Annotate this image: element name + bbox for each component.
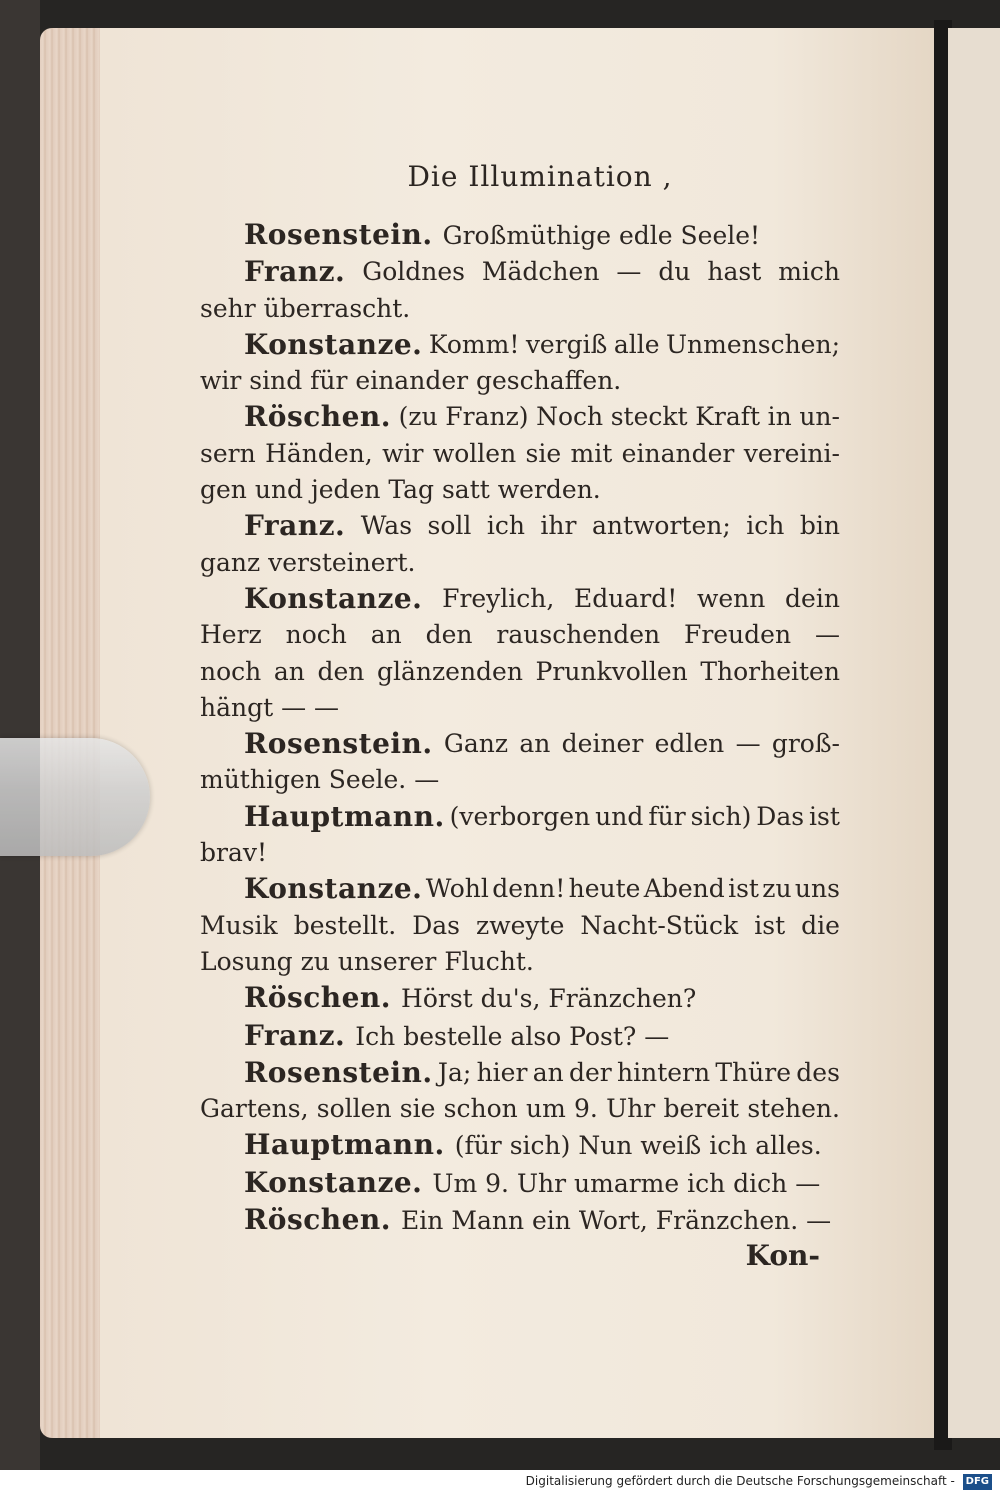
word: bestellt. (293, 910, 397, 940)
word: deiner (561, 729, 644, 759)
text-line (200, 617, 840, 653)
line-text: Losung zu unserer Flucht. (200, 946, 534, 976)
word: Prunkvollen (535, 656, 688, 686)
word: mich (778, 257, 840, 287)
word: Komm! (428, 329, 520, 359)
word: bereit (663, 1094, 740, 1124)
word: an (370, 620, 402, 650)
book-cover-edge (0, 0, 40, 1470)
word: sich) (690, 801, 752, 831)
word: in (767, 402, 792, 432)
line-text: brav! (200, 838, 268, 868)
word: ich (746, 511, 785, 541)
text-line (200, 472, 840, 508)
word: an (273, 656, 305, 686)
line-text: Großmüthige edle Seele! (442, 221, 761, 250)
word: Gartens, (200, 1094, 309, 1124)
speaker-name: Konstanze. (244, 327, 423, 361)
line-text: ganz versteinert. (200, 547, 416, 577)
word: mit (570, 438, 613, 468)
text-line (200, 726, 840, 762)
text-line (200, 799, 840, 835)
word: alle (613, 329, 660, 359)
word: stehen. (747, 1094, 840, 1124)
text-line (200, 1018, 840, 1055)
text-line (200, 327, 840, 363)
word: Franz) (445, 402, 529, 432)
speaker-name: Rosenstein. (244, 1055, 433, 1089)
word: hier (476, 1057, 528, 1087)
word: groß- (771, 729, 840, 759)
word: Noch (536, 402, 604, 432)
speaker-name: Rosenstein. (244, 218, 433, 251)
word: soll (427, 511, 472, 541)
word: Thorheiten (700, 656, 840, 686)
footer-bar (0, 1470, 1000, 1493)
speaker-name: Rosenstein. (244, 727, 433, 761)
word: Goldnes (362, 257, 465, 287)
text-line (200, 944, 840, 980)
word: Mädchen (481, 257, 600, 287)
word: sern (200, 438, 256, 468)
word: — (616, 257, 642, 287)
text-lines (200, 217, 840, 1239)
word: antworten; (591, 511, 731, 541)
word: Wohl (425, 874, 489, 904)
word: glänzenden (376, 656, 523, 686)
word: rauschenden (496, 620, 661, 650)
word: einander (621, 438, 735, 468)
word: Ganz (443, 729, 509, 759)
word: du (658, 257, 691, 287)
word: hast (707, 257, 762, 287)
speaker-name: Röschen. (244, 981, 392, 1015)
word: Händen, (265, 438, 373, 468)
speaker-name: Röschen. (244, 400, 392, 434)
line-text: wir sind für einander geschaffen. (200, 366, 622, 396)
line-text: gen und jeden Tag satt werden. (200, 475, 601, 505)
line-text: hängt — — (200, 692, 340, 722)
word: Herz (200, 620, 262, 650)
word: zu (762, 874, 792, 904)
word: vergiß (525, 329, 608, 359)
word: zweyte (476, 910, 565, 940)
word: (zu (398, 402, 438, 432)
word: uns (794, 874, 840, 904)
text-line (200, 980, 840, 1017)
word: Das (412, 910, 460, 940)
page-text (200, 160, 840, 1272)
word: (verborgen (449, 801, 591, 831)
word: Musik (200, 910, 278, 940)
line-text: Ich bestelle also Post? — (355, 1021, 670, 1051)
word: wollen (432, 438, 517, 468)
speaker-name: Hauptmann. (244, 1128, 445, 1162)
word: 9. (574, 1094, 598, 1124)
word: des (796, 1057, 840, 1087)
word: sie (399, 1094, 436, 1124)
word: den (425, 620, 473, 650)
word: dein (785, 583, 840, 613)
text-line (200, 654, 840, 690)
line-text: Ein Mann ein Wort, Fränzchen. — (401, 1206, 832, 1236)
line-text: (für sich) Nun weiß ich alles. (454, 1131, 822, 1161)
word: ist (728, 874, 759, 904)
word: Nacht-Stück (580, 910, 739, 940)
word: für (648, 801, 686, 831)
word: Ja; (437, 1057, 472, 1087)
word: Freylich, (442, 583, 555, 613)
line-text: Hörst du's, Fränzchen? (401, 984, 697, 1014)
word: die (801, 910, 840, 940)
word: heute (568, 874, 641, 904)
running-header: Die Illumination , (407, 160, 673, 193)
text-line (200, 762, 840, 798)
funding-credit: Digitalisierung gefördert durch die Deutsche Forschungsgemeinschaft - (525, 1474, 955, 1488)
word: Thüre (715, 1057, 792, 1087)
word: denn! (492, 874, 566, 904)
text-line (200, 399, 840, 435)
word: wir (382, 438, 424, 468)
word: schon (443, 1094, 518, 1124)
speaker-name: Konstanze. (244, 581, 423, 615)
word: Kraft (695, 402, 761, 432)
dfg-logo: DFG (963, 1474, 992, 1490)
text-line (200, 908, 840, 944)
line-text: Um 9. Uhr umarme ich dich — (432, 1168, 821, 1198)
text-line (200, 581, 840, 617)
word: an (519, 729, 551, 759)
word: sollen (316, 1094, 392, 1124)
speaker-name: Franz. (244, 509, 346, 543)
speaker-name: Röschen. (244, 1203, 392, 1237)
facing-page-edge (948, 28, 1000, 1438)
word: — (814, 620, 840, 650)
text-line (200, 545, 840, 581)
word: um (525, 1094, 566, 1124)
speaker-name: Franz. (244, 1018, 346, 1052)
text-line (200, 1127, 840, 1164)
text-line (200, 436, 840, 472)
text-line (200, 835, 840, 871)
word: vereini- (743, 438, 840, 468)
word: ist (809, 801, 840, 831)
word: den (317, 656, 365, 686)
word: un- (799, 402, 840, 432)
word: noch (285, 620, 347, 650)
word: Was (360, 511, 413, 541)
text-line (200, 1202, 840, 1239)
catchword: Kon- (745, 1239, 820, 1273)
line-text: sehr überrascht. (200, 293, 411, 323)
word: wenn (696, 583, 766, 613)
page-holder-clip (0, 738, 150, 856)
word: Eduard! (574, 583, 678, 613)
word: sie (525, 438, 562, 468)
word: ist (754, 910, 786, 940)
speaker-name: Franz. (244, 255, 346, 289)
word: Uhr (606, 1094, 656, 1124)
word: Das (756, 801, 805, 831)
word: Abend (643, 874, 725, 904)
word: an (532, 1057, 564, 1087)
speaker-name: Konstanze. (244, 1165, 423, 1199)
text-line (200, 217, 840, 254)
text-line (200, 871, 840, 907)
text-line (200, 1055, 840, 1091)
text-line (200, 690, 840, 726)
word: — (735, 729, 761, 759)
speaker-name: Konstanze. (244, 872, 423, 906)
word: Unmenschen; (665, 329, 840, 359)
line-text: müthigen Seele. — (200, 765, 440, 795)
word: Freuden (683, 620, 792, 650)
text-line (200, 363, 840, 399)
word: ich (486, 511, 525, 541)
word: bin (799, 511, 840, 541)
text-line (200, 1091, 840, 1127)
text-line (200, 254, 840, 290)
word: der (568, 1057, 612, 1087)
text-line (200, 291, 840, 327)
word: noch (200, 656, 262, 686)
text-line (200, 508, 840, 544)
word: und (595, 801, 644, 831)
text-line (200, 1165, 840, 1202)
word: ihr (540, 511, 577, 541)
word: edlen (654, 729, 725, 759)
word: steckt (610, 402, 688, 432)
word: hintern (617, 1057, 711, 1087)
speaker-name: Hauptmann. (244, 799, 445, 833)
